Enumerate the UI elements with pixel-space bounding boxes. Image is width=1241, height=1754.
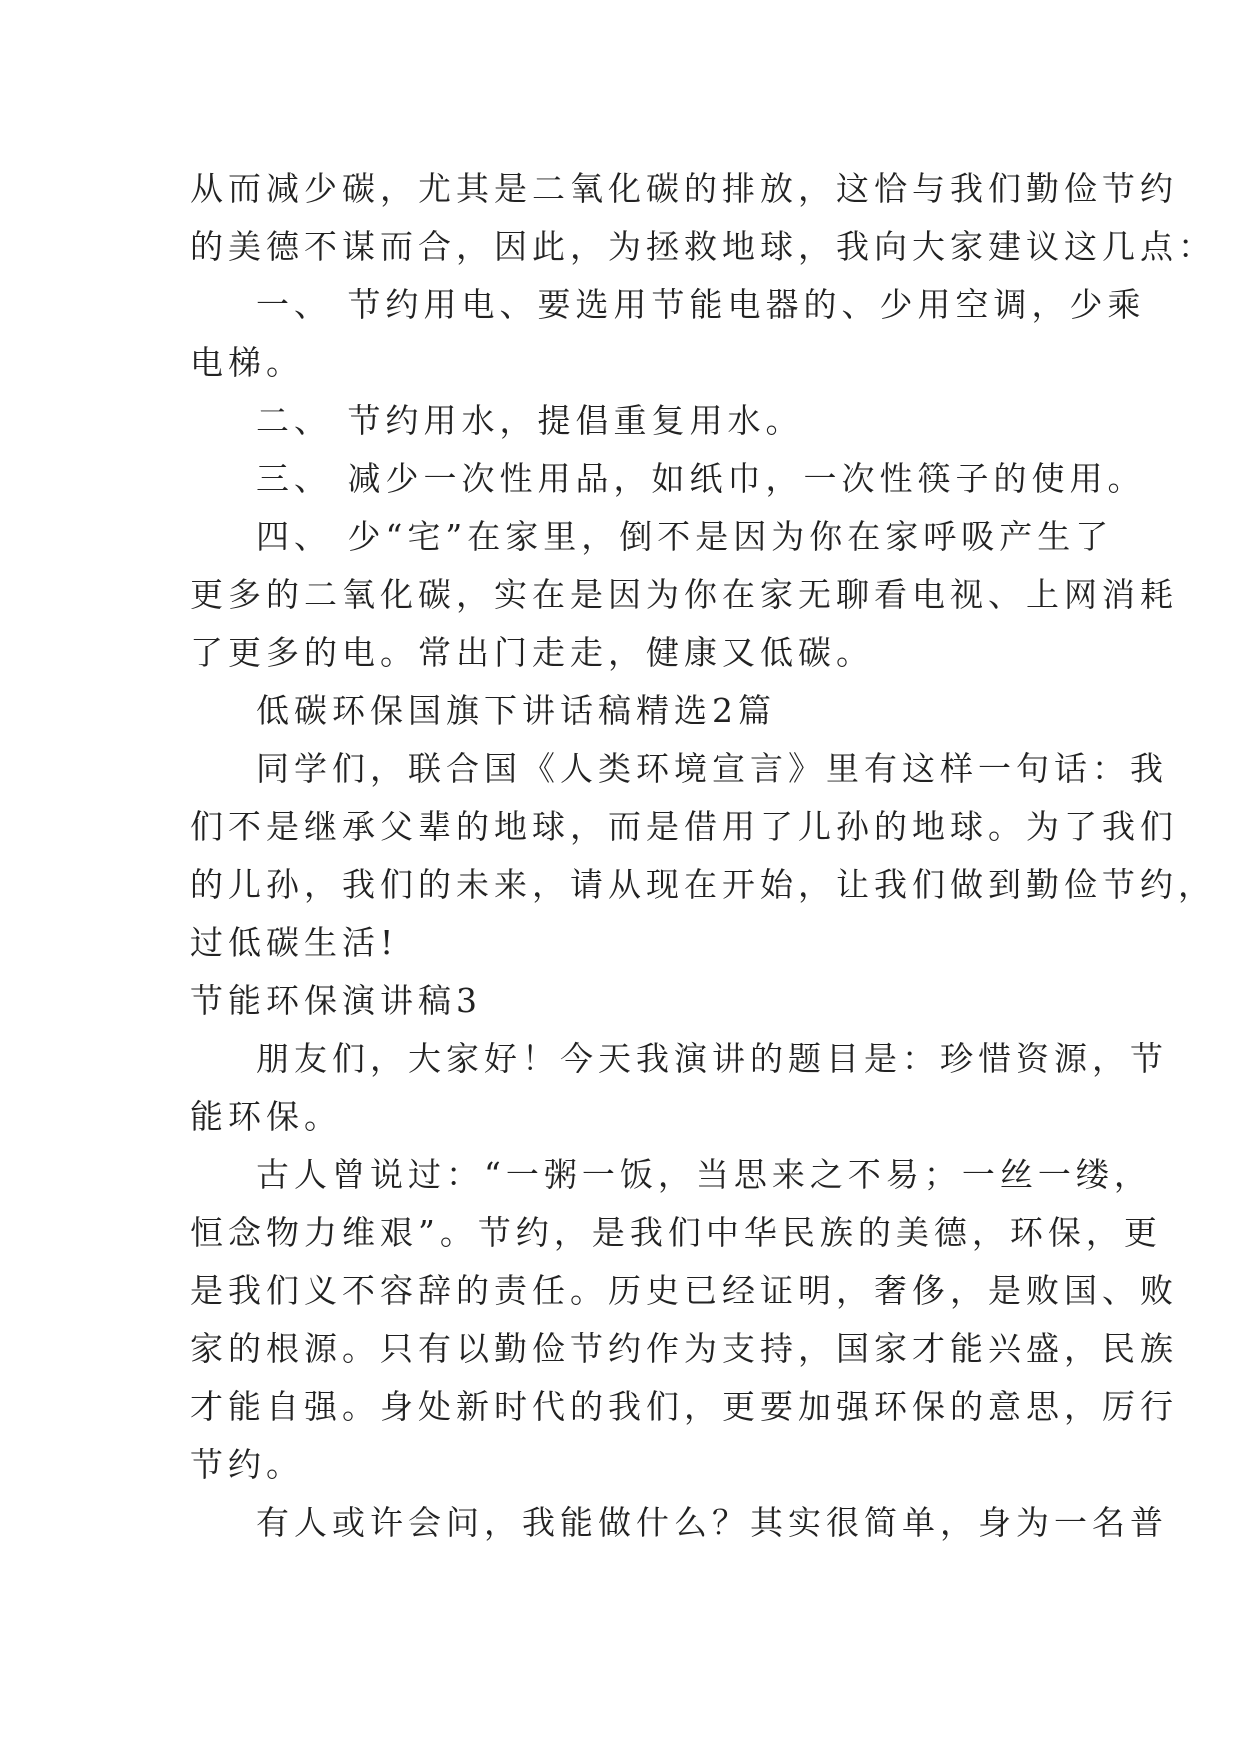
text-line: 一、 节约用电、要选用节能电器的、少用空调，少乘 (256, 285, 1146, 324)
text-line: 同学们，联合国《人类环境宣言》里有这样一句话：我 (256, 749, 1168, 788)
text-line: 过低碳生活! (190, 923, 399, 962)
section-subheading: 低碳环保国旗下讲话稿精选2篇 (256, 691, 776, 730)
text-line: 家的根源。只有以勤俭节约作为支持，国家才能兴盛，民族 (190, 1329, 1178, 1368)
text-line: 了更多的电。常出门走走，健康又低碳。 (190, 633, 874, 672)
text-line: 朋友们，大家好！今天我演讲的题目是：珍惜资源，节 (256, 1039, 1168, 1078)
text-line: 有人或许会问，我能做什么？其实很简单，身为一名普 (256, 1503, 1168, 1542)
text-line: 电梯。 (190, 343, 304, 382)
text-line: 恒念物力维艰”。节约，是我们中华民族的美德，环保，更 (190, 1213, 1162, 1252)
document-body (190, 160, 1216, 1552)
text-line: 四、 少“宅”在家里，倒不是因为你在家呼吸产生了 (256, 517, 1114, 556)
text-line: 能环保。 (190, 1097, 342, 1136)
section-heading: 节能环保演讲稿3 (190, 981, 482, 1020)
text-line: 的美德不谋而合，因此，为拯救地球，我向大家建议这几点： (190, 227, 1216, 266)
text-line: 的儿孙，我们的未来，请从现在开始，让我们做到勤俭节约， (190, 865, 1216, 904)
text-line: 从而减少碳，尤其是二氧化碳的排放，这恰与我们勤俭节约 (190, 169, 1178, 208)
text-line: 更多的二氧化碳，实在是因为你在家无聊看电视、上网消耗 (190, 575, 1178, 614)
text-line: 二、 节约用水，提倡重复用水。 (256, 401, 804, 440)
text-line: 们不是继承父辈的地球，而是借用了儿孙的地球。为了我们 (190, 807, 1178, 846)
text-line: 是我们义不容辞的责任。历史已经证明，奢侈，是败国、败 (190, 1271, 1178, 1310)
text-line: 古人曾说过：“一粥一饭，当思来之不易；一丝一缕， (256, 1155, 1152, 1194)
text-line: 才能自强。身处新时代的我们，更要加强环保的意思，厉行 (190, 1387, 1178, 1426)
text-line: 三、 减少一次性用品，如纸巾，一次性筷子的使用。 (256, 459, 1146, 498)
text-line: 节约。 (190, 1445, 304, 1484)
